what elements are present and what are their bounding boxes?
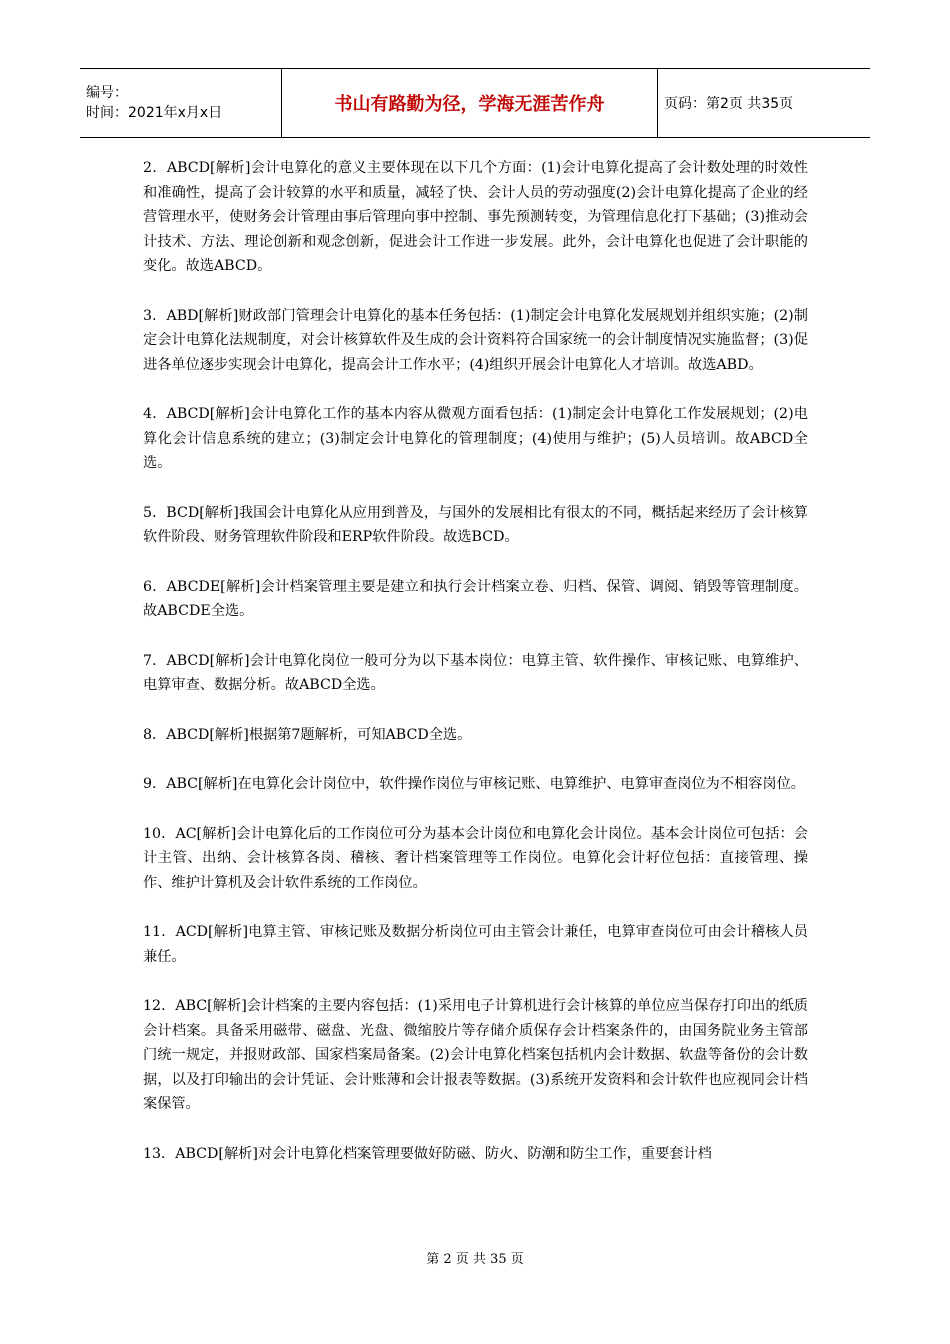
answer-paragraph-4: 4．ABCD[解析]会计电算化工作的基本内容从微观方面看包括：(1)制定会计电算化工作发展规划；(2)电算化会计信息系统的建立；(3)制定会计电算化的管理制度；(4)使用与维护；(5)人员培训。故ABCD全选。 [143, 406, 808, 471]
document-body [143, 156, 808, 1191]
doc-number-label: 编号： [86, 85, 128, 101]
answer-paragraph-6: 6．ABCDE[解析]会计档案管理主要是建立和执行会计档案立卷、归档、保管、调阅、销毁等管理制度。故ABCDE全选。 [143, 578, 808, 619]
header-meta [80, 69, 282, 137]
answer-paragraph-9: 9．ABC[解析]在电算化会计岗位中，软件操作岗位与审核记账、电算维护、电算审查岗位为不相容岗位。 [143, 776, 805, 792]
answer-paragraph-11: 11．ACD[解析]电算主管、审核记账及数据分析岗位可由主管会计兼任，电算审查岗位可由会计稽核人员兼任。 [143, 924, 808, 965]
header-motto: 书山有路勤为径，学海无涯苦作舟 [282, 69, 658, 137]
doc-date-label: 时间：2021年x月x日 [86, 105, 223, 121]
answer-paragraph-7: 7．ABCD[解析]会计电算化岗位一般可分为以下基本岗位：电算主管、软件操作、审核记账、电算维护、电算审查、数据分析。故ABCD全选。 [143, 652, 808, 693]
answer-paragraph-2: 2．ABCD[解析]会计电算化的意义主要体现在以下几个方面：(1)会计电算化提高了会计数处理的时效性和准确性，提高了会计较算的水平和质量，减轻了快、会计人员的劳动强度(2)会计电算化提高了企业的经营管理水平，使财务会计管理由事后管理向事中控制、事先预测转变，为管理信息化打下基础；(3)推动会计技术、方法、理论创新和观念创新，促进会计工作进一步发展。此外，会计电算化也促进了会计职能的变化。故选ABCD。 [143, 160, 808, 274]
answer-paragraph-5: 5．BCD[解析]我国会计电算化从应用到普及，与国外的发展相比有很太的不同，概括起来经历了会计核算软件阶段、财务管理软件阶段和ERP软件阶段。故选BCD。 [143, 504, 808, 545]
page-footer: 第 2 页 共 35 页 [426, 1252, 524, 1267]
header-page-info: 页码：第2页 共35页 [664, 96, 794, 112]
answer-paragraph-13: 13．ABCD[解析]对会计电算化档案管理要做好防磁、防火、防潮和防尘工作，重要套计档 [143, 1145, 712, 1162]
answer-paragraph-10: 10．AC[解析]会计电算化后的工作岗位可分为基本会计岗位和电算化会计岗位。基本会计岗位可包括：会计主管、出纳、会计核算各岗、稽核、奢计档案管理等工作岗位。电算化会计耔位包括：直接管理、操作、维护计算机及会计软件系统的工作岗位。 [143, 825, 808, 891]
answer-paragraph-8: 8．ABCD[解析]根据第7题解析，可知ABCD全选。 [143, 726, 472, 743]
answer-paragraph-12: 12．ABC[解析]会计档案的主要内容包括：(1)采用电子计算机进行会计核算的单位应当保存打印出的纸质会计档案。具备采用磁带、磁盘、光盘、微缩胶片等存储介质保存会计档案条件的，由国务院业务主管部门统一规定，并报财政部、国家档案局备案。(2)会计电算化档案包括机内会计数据、软盘等备份的会计数据，以及打印输出的会计凭证、会计账薄和会计报表等数据。(3)系统开发资料和会计软件也应视同会计档案保管。 [143, 998, 808, 1112]
answer-paragraph-3: 3．ABD[解析]财政部门管理会计电算化的基本任务包括：(1)制定会计电算化发展规划并组织实施；(2)制定会计电算化法规制度，对会计核算软件及生成的会计资料符合国家统一的会计制度情况实施监督；(3)促进各单位逐步实现会计电算化，提高会计工作水平；(4)组织开展会计电算化人才培训。故选ABD。 [143, 307, 808, 373]
page-header [80, 68, 870, 138]
